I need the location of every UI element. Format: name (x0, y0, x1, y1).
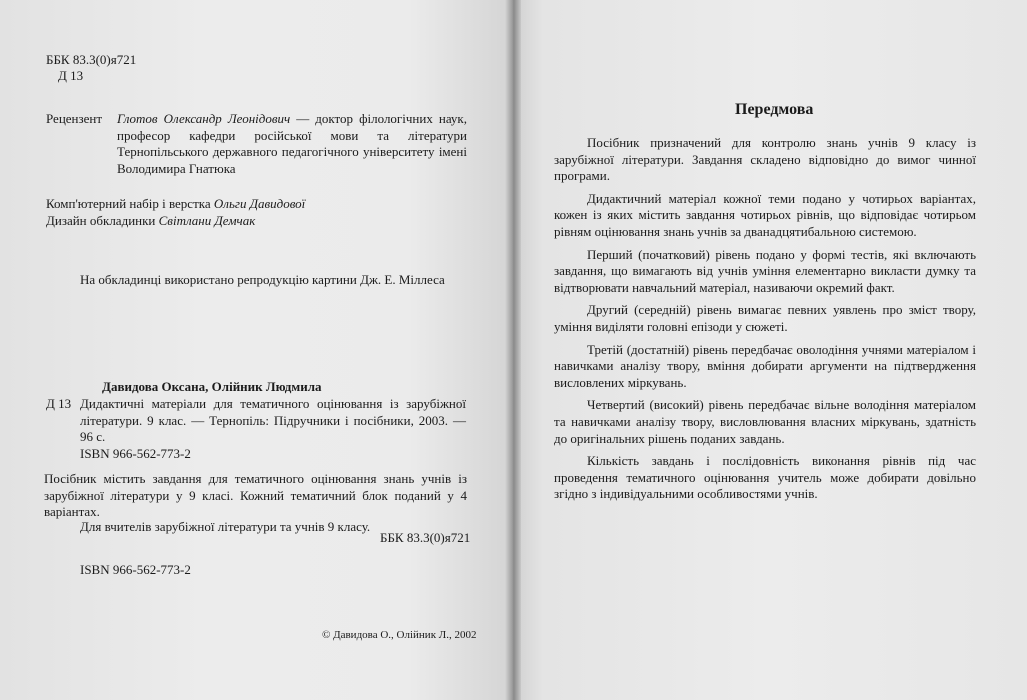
preface-title: Передмова (735, 101, 814, 118)
reviewer-label: Рецензент (46, 111, 103, 126)
preface-paragraph: Кількість завдань і послідовність виконання рівнів під час проведення тематичного оцінювання учитель може добирати довільно згідно з індивідуальними особливостями учнів. (554, 453, 976, 502)
preface-paragraph: Перший (початковий) рівень подано у формі тестів, які включають завдання, що вимагають від учнів уміння елементарно викласти думку та відтворювати навчальний матеріал, називаючи окремий факт. (554, 246, 976, 295)
preface-paragraph: Посібник призначений для контролю знань учнів 9 класу із зарубіжної літератури. Завдання складено відповідно до вимог чинної програми. (554, 135, 976, 184)
author-mark: Д 13 (58, 68, 84, 83)
audience-note: Для вчителів зарубіжної літератури та учнів 9 класу. (80, 519, 371, 534)
isbn-primary: ISBN 966-562-773-2 (80, 446, 191, 461)
preface-body (554, 135, 976, 503)
left-page (0, 0, 512, 700)
cover-note: На обкладинці використано репродукцію картини Дж. Е. Міллеса (80, 272, 445, 287)
preface-paragraph: Четвертий (високий) рівень передбачає вільне володіння матеріалом та навичками аналізу твору, висловлювання власних міркувань, здатність до оригінальних рішень поданих завдань. (554, 397, 976, 446)
reviewer-description: — доктор філологічних наук, професор кафедри російської мови та літератури Тернопільського державного педагогічного університету імені Володимира Гнатюка (117, 111, 467, 176)
book-gutter (505, 0, 521, 700)
reviewer-name: Глотов Олександр Леонідович (117, 111, 291, 126)
cover-design-label: Дизайн обкладинки (46, 212, 159, 228)
credits-block (46, 196, 466, 229)
reviewer-block (117, 111, 467, 177)
preface-paragraph: Третій (достатній) рівень передбачає оволодіння учнями матеріалом і навичками аналізу твору, вміння добирати аргументи на підтвердження висловлених міркувань. (554, 341, 976, 390)
preface-paragraph: Другий (середній) рівень вимагає певних уявлень про зміст твору, уміння виділяти головні епізоди у сюжеті. (554, 302, 976, 334)
typesetting-line (46, 196, 466, 213)
bbk-code: ББК 83.3(0)я721 (46, 52, 137, 67)
cover-design-name: Світлани Демчак (158, 212, 256, 228)
isbn-secondary: ISBN 966-562-773-2 (80, 562, 191, 577)
authors: Давидова Оксана, Олійник Людмила (102, 379, 322, 394)
preface-paragraph: Дидактичний матеріал кожної теми подано у чотирьох варіантах, кожен із яких містить завдання чотирьох рівнів, що відповідає чотирьом рівням оцінювання знань учнів за дванадцятибальною системою. (554, 190, 976, 239)
cover-design-line (46, 213, 466, 230)
typesetting-name: Ольги Давидової (213, 196, 306, 211)
bbk-code-footer: ББК 83.3(0)я721 (380, 530, 471, 545)
author-mark-side: Д 13 (46, 396, 72, 411)
abstract: Посібник містить завдання для тематичного оцінювання знань учнів із зарубіжної літератури у 9 класі. Кожний тематичний блок поданий у 4 варіантах. (44, 471, 467, 519)
bibliographic-entry: Дидактичні матеріали для тематичного оцінювання із зарубіжної літератури. 9 клас. — Тернопіль: Підручники і посібники, 2003. — 96 с. (80, 396, 466, 444)
copyright-line: © Давидова О., Олійник Л., 2002 (322, 629, 477, 641)
typesetting-label: Комп'ютерний набір і верстка (46, 196, 214, 211)
